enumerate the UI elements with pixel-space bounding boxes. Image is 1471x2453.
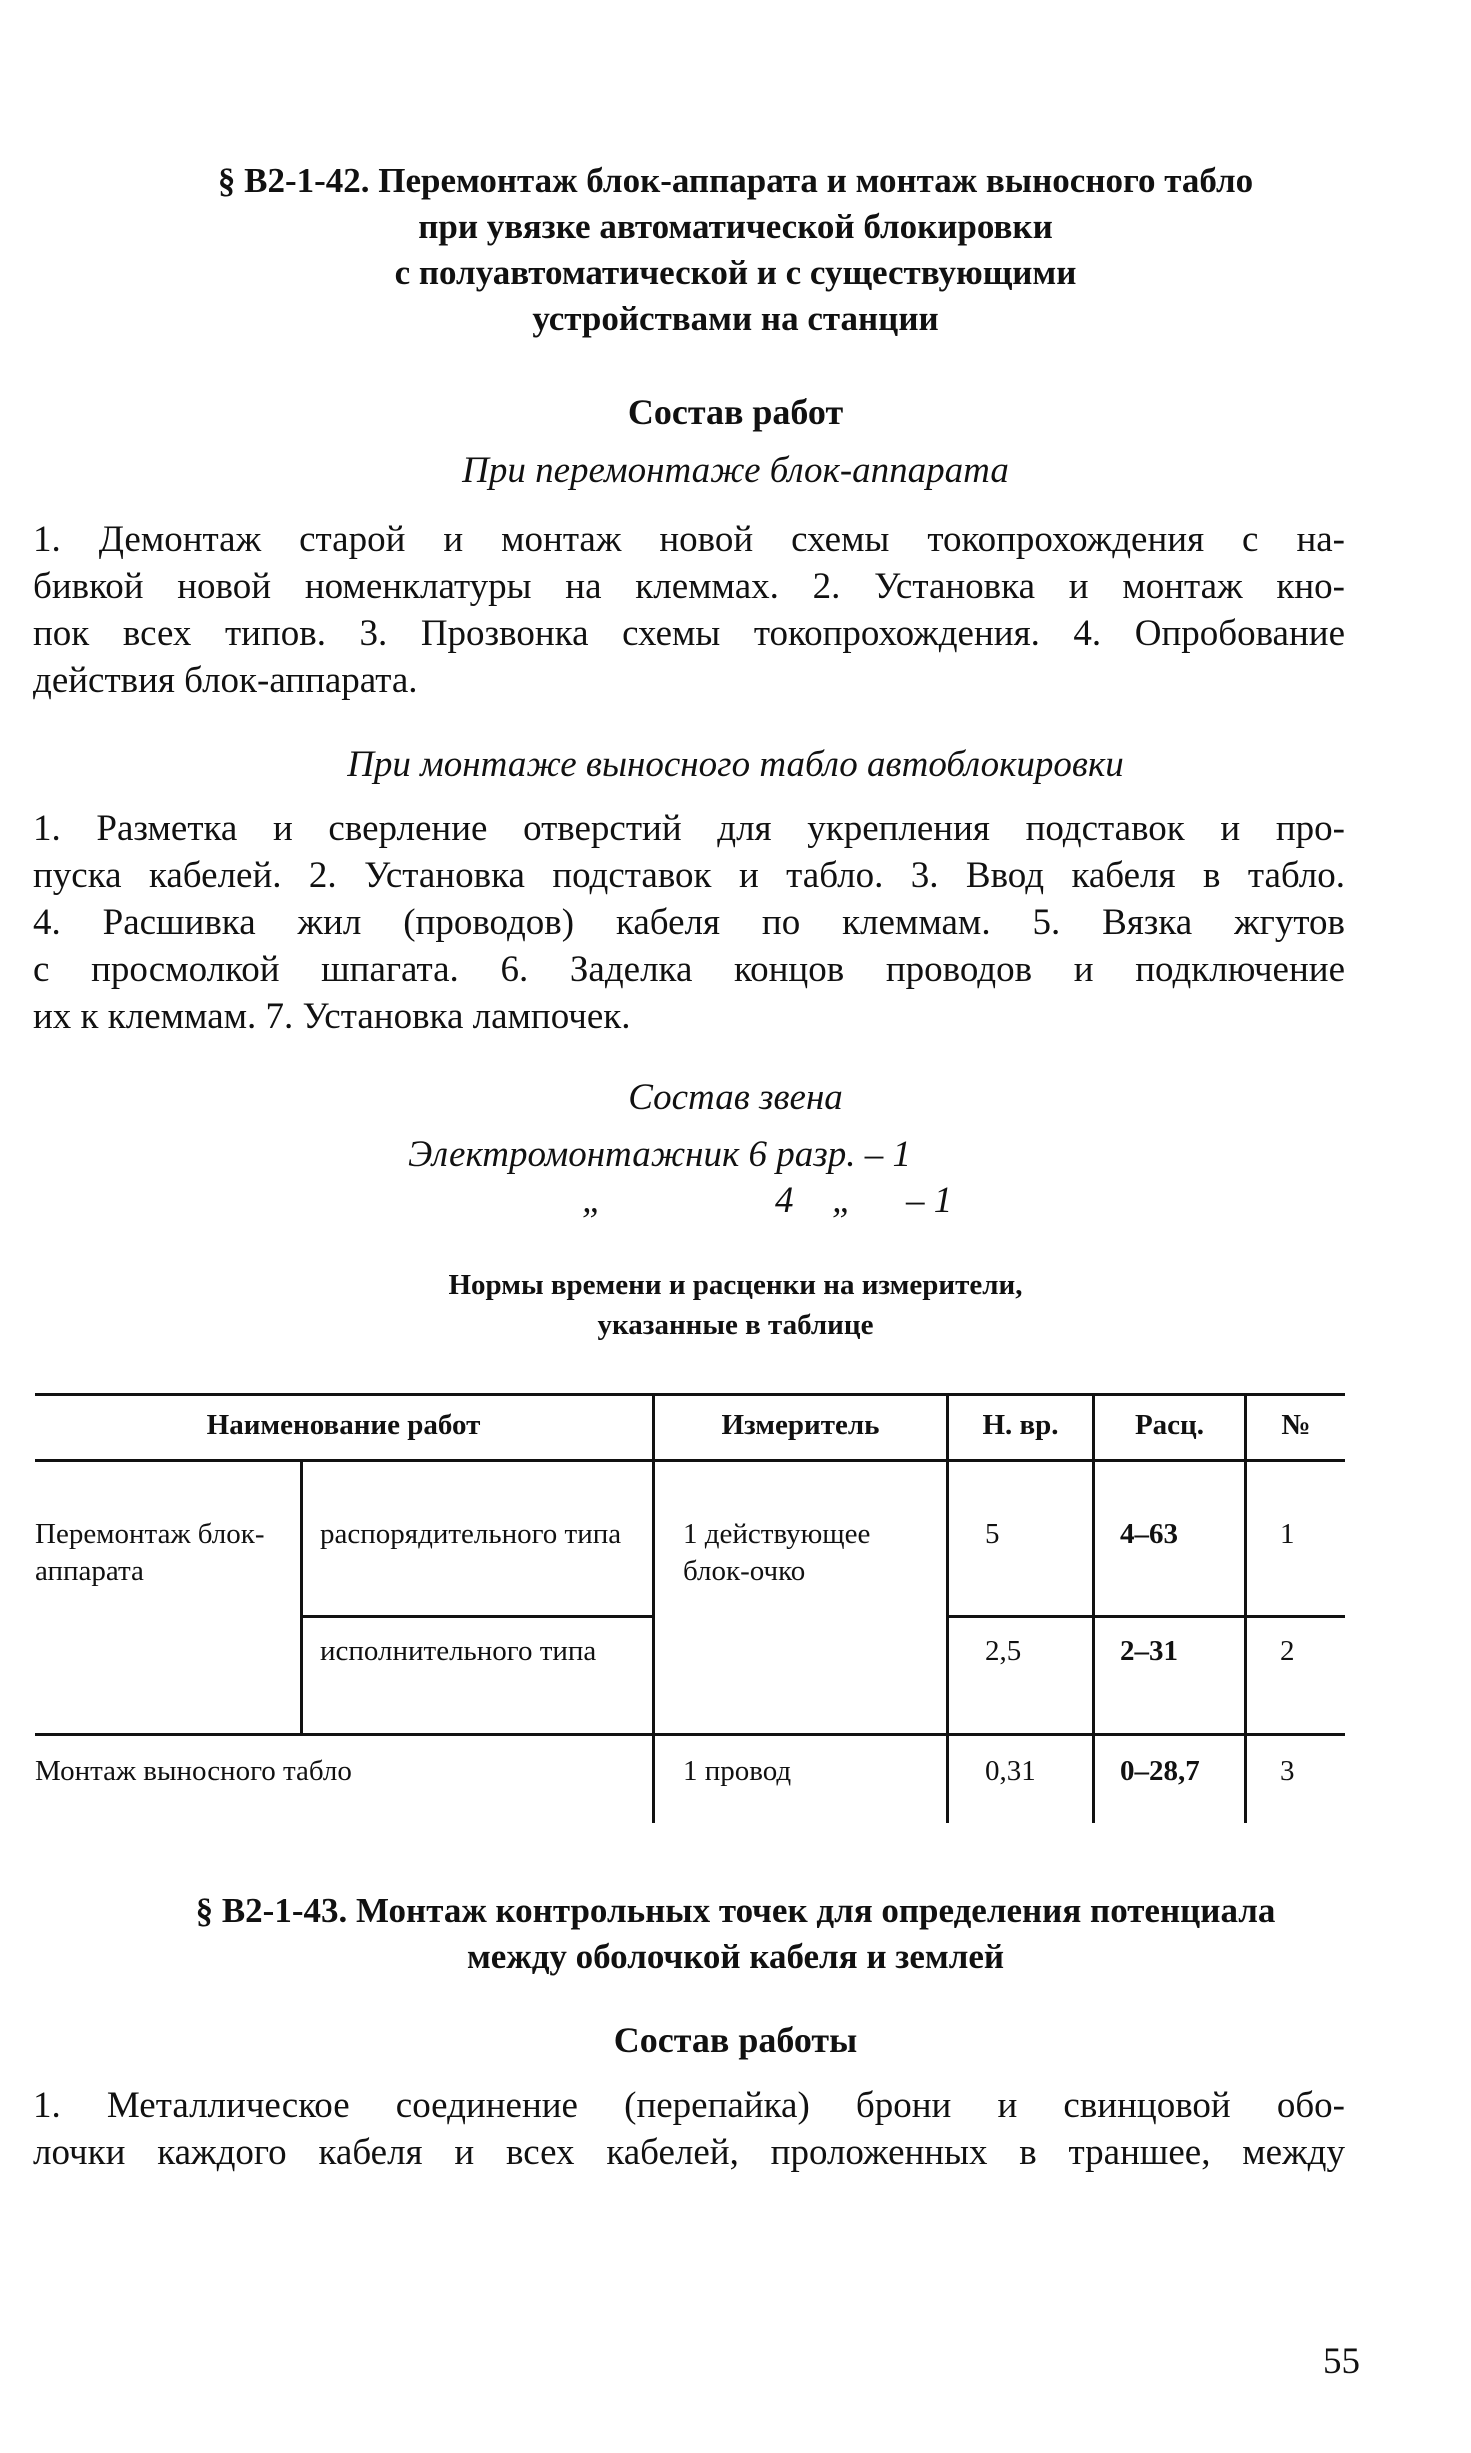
table-rule: [35, 1733, 1345, 1736]
paragraph-line: 1. Металлическое соединение (перепайка) брони и свинцовой обо-: [33, 2085, 1345, 2126]
header-number: №: [1281, 1409, 1311, 1441]
section-title-line: при увязке автоматической блокировки: [418, 207, 1053, 246]
section-title-line: устройствами на станции: [532, 299, 939, 338]
ditto-mark: „: [832, 1180, 853, 1221]
row-rate: 2–31: [1120, 1635, 1178, 1667]
ditto-mark: „: [582, 1180, 603, 1221]
header-norm: Н. вр.: [982, 1409, 1059, 1441]
row-norm: 5: [985, 1518, 1000, 1550]
row-number: 2: [1280, 1635, 1295, 1667]
table-rule: [652, 1393, 655, 1823]
row-number: 3: [1280, 1755, 1295, 1787]
paragraph: [33, 805, 1345, 1040]
row-sub-label: распорядительного типа: [320, 1518, 622, 1550]
header-rate: Расц.: [1134, 1409, 1205, 1441]
norms-table: [35, 1393, 1345, 1823]
paragraph-line: с просмолкой шпагата. 6. Заделка концов проводов и подключение: [33, 949, 1345, 990]
paragraph-line: действия блок-аппарата.: [33, 660, 418, 701]
paragraph-line: 4. Расшивка жил (проводов) кабеля по клеммам. 5. Вязка жгутов: [33, 902, 1345, 943]
row-rate: 4–63: [1120, 1518, 1178, 1550]
paragraph-line: пок всех типов. 3. Прозвонка схемы токопрохождения. 4. Опробование: [33, 613, 1345, 654]
paragraph: [33, 2082, 1345, 2176]
table-rule: [949, 1615, 1345, 1618]
row-rate: 0–28,7: [1120, 1755, 1200, 1787]
paragraph-line: их к клеммам. 7. Установка лампочек.: [33, 996, 631, 1037]
table-rule: [300, 1459, 303, 1733]
crew-heading: Состав звена: [628, 1077, 843, 1118]
subsection-heading: При перемонтаже блок-аппарата: [462, 450, 1009, 491]
table-rule: [35, 1393, 1345, 1396]
header-unit: Измеритель: [721, 1409, 880, 1441]
table-rule: [300, 1615, 655, 1618]
norms-heading: [0, 1265, 1471, 1345]
crew-line: Электромонтажник 6 разр. – 1: [408, 1134, 911, 1175]
section-title-line: между оболочкой кабеля и землей: [466, 1937, 1005, 1976]
table-rule: [1092, 1393, 1095, 1823]
row-sub-label: исполнительного типа: [320, 1635, 597, 1667]
table-rule: [35, 1459, 1345, 1462]
page-number: 55: [1323, 2341, 1360, 2382]
row-norm: 0,31: [985, 1755, 1036, 1787]
row-norm: 2,5: [985, 1635, 1022, 1667]
row-name: Монтаж выносного табло: [35, 1755, 352, 1787]
paragraph-line: бивкой новой номенклатуры на клеммах. 2. Установка и монтаж кно-: [33, 566, 1345, 607]
work-composition-heading: Состав работы: [613, 2020, 858, 2060]
norms-heading-line: Нормы времени и расценки на измерители,: [448, 1269, 1023, 1301]
section-title: [0, 158, 1471, 342]
section-title-line: с полуавтоматической и с существующими: [394, 253, 1077, 292]
row-unit: 1 провод: [683, 1755, 792, 1787]
crew-count: – 1: [906, 1180, 953, 1221]
group-label: Перемонтаж блок-аппарата: [35, 1518, 265, 1587]
work-composition-heading: Состав работ: [627, 392, 844, 432]
table-rule: [946, 1393, 949, 1823]
paragraph: [33, 516, 1345, 704]
paragraph-line: лочки каждого кабеля и всех кабелей, проложенных в траншее, между: [33, 2132, 1345, 2173]
paragraph-line: пуска кабелей. 2. Установка подставок и табло. 3. Ввод кабеля в табло.: [33, 855, 1345, 896]
section-title: [0, 1888, 1471, 1980]
section-title-line: § В2-1-42. Перемонтаж блок-аппарата и монтаж выносного табло: [217, 161, 1254, 200]
subsection-heading: При монтаже выносного табло автоблокировки: [347, 744, 1124, 785]
paragraph-line: 1. Разметка и сверление отверстий для укрепления подставок и про-: [33, 808, 1345, 849]
section-title-line: § В2-1-43. Монтаж контрольных точек для определения потенциала: [195, 1891, 1276, 1930]
norms-heading-line: указанные в таблице: [597, 1309, 874, 1341]
shared-unit: 1 действующее блок-очко: [683, 1518, 871, 1587]
table-rule: [1244, 1393, 1247, 1823]
crew-grade: 4: [775, 1180, 794, 1221]
header-name: Наименование работ: [206, 1409, 481, 1441]
paragraph-line: 1. Демонтаж старой и монтаж новой схемы токопрохождения с на-: [33, 519, 1345, 560]
row-number: 1: [1280, 1518, 1295, 1550]
